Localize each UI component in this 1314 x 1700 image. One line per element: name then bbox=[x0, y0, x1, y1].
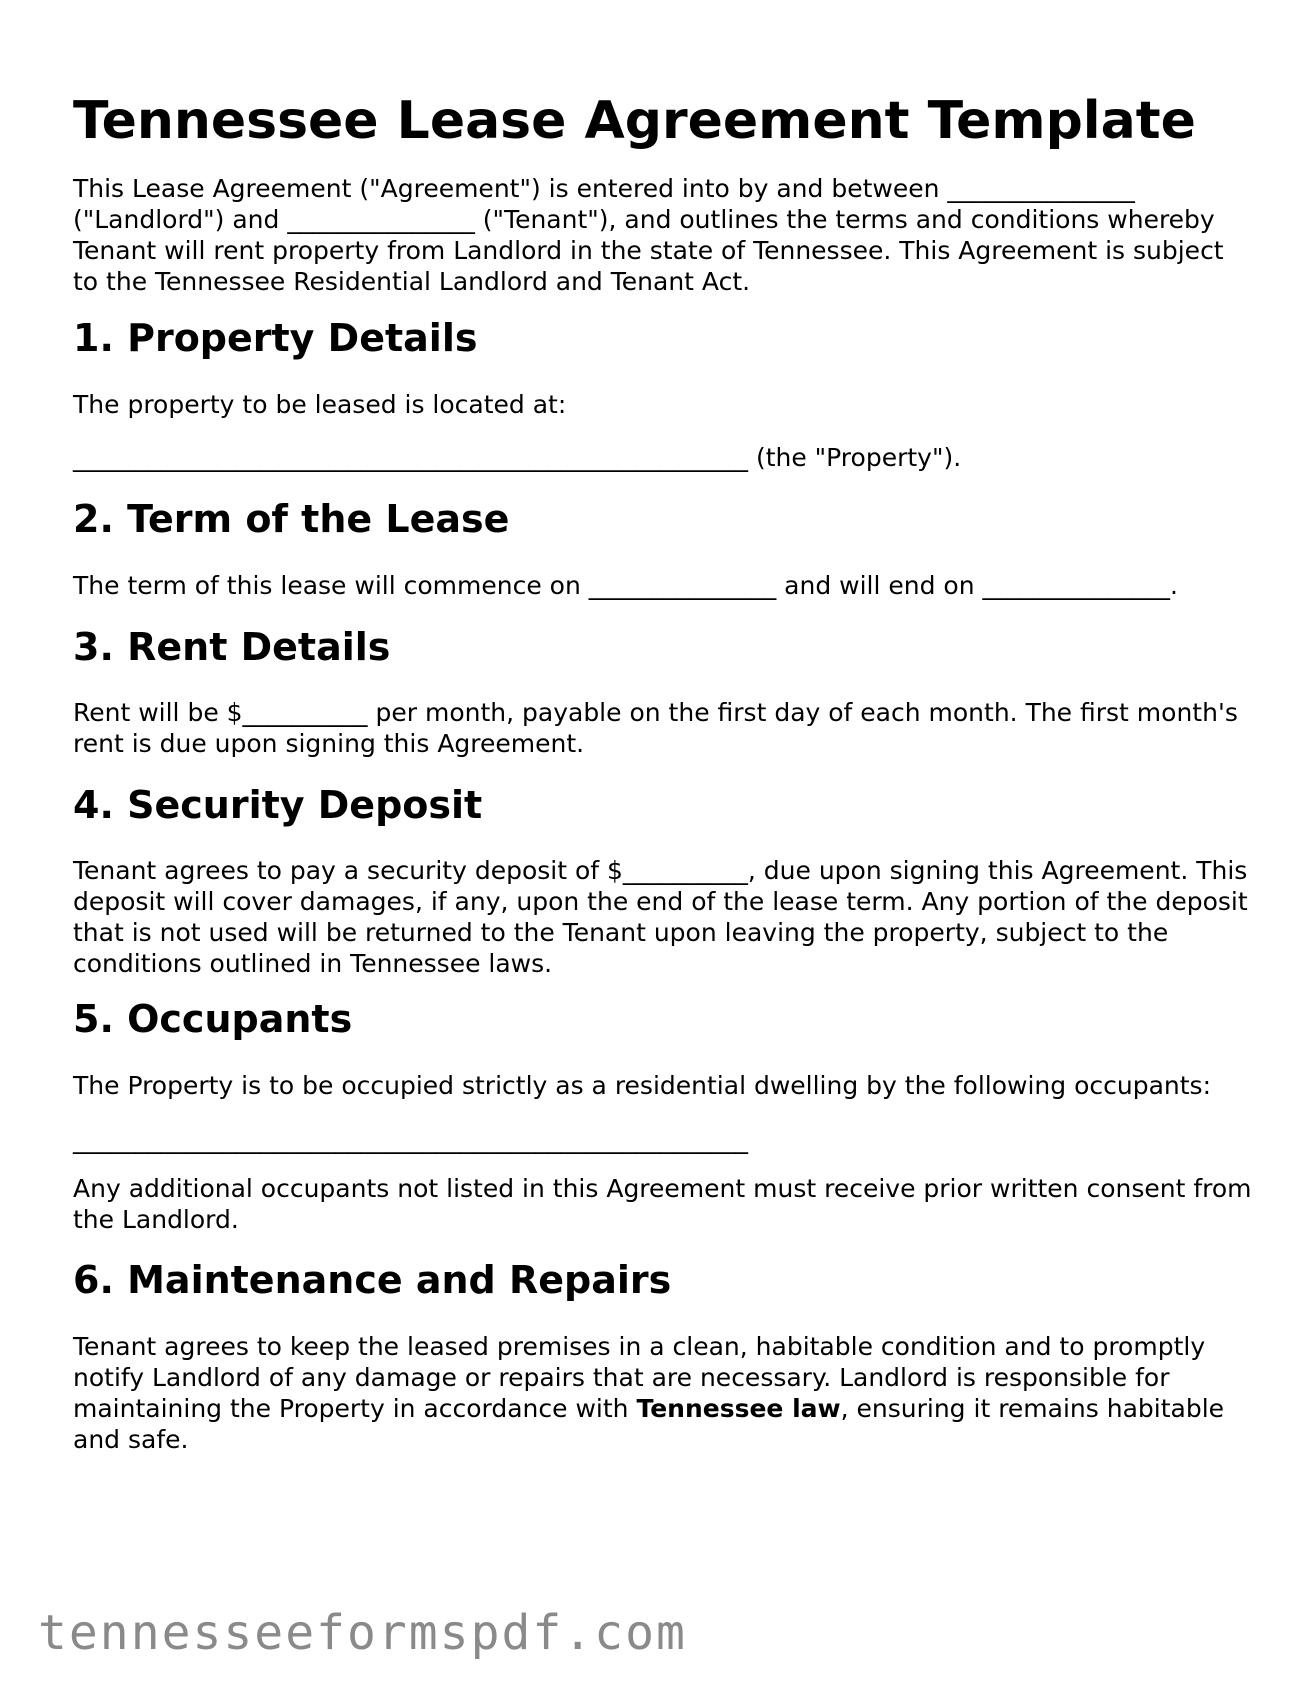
section-heading-security-deposit: 4. Security Deposit bbox=[73, 783, 483, 827]
occupants-blank: ______________________________________________________ bbox=[73, 1125, 748, 1154]
maintenance-text bbox=[73, 1331, 1253, 1455]
section-heading-occupants: 5. Occupants bbox=[73, 997, 353, 1041]
security-deposit-text: Tenant agrees to pay a security deposit of $__________, due upon signing this Agreement. This deposit will cover damages, if any, upon the end of the lease term. Any portion of the deposit that is not used will be returned to the Tenant upon leaving the property, subject to the conditions outlined in Tennessee laws. bbox=[73, 856, 1248, 978]
section-heading-property-details: 1. Property Details bbox=[73, 316, 478, 360]
watermark-text: tennesseeformspdf.com bbox=[38, 1605, 687, 1661]
section-heading-maintenance-repairs: 6. Maintenance and Repairs bbox=[73, 1258, 672, 1302]
intro-paragraph: This Lease Agreement ("Agreement") is entered into by and between _______________ ("Landlord") and _______________ ("Tenant"), and outlines the terms and conditions whereby Tenant will rent property from Landlord in the state of Tennessee. This Agreement is subject to the Tennessee Residential Landlord and Tenant Act. bbox=[73, 174, 1224, 296]
maintenance-text-end: , ensuring it remains habitable and safe. bbox=[73, 1394, 1225, 1454]
section-heading-rent-details: 3. Rent Details bbox=[73, 625, 391, 669]
property-address-blank: ______________________________________________________ (the "Property"). bbox=[73, 443, 962, 472]
additional-occupants-text: Any additional occupants not listed in this Agreement must receive prior written consent from the Landlord. bbox=[73, 1174, 1252, 1234]
document-title: Tennessee Lease Agreement Template bbox=[73, 91, 1196, 151]
maintenance-text-start: Tenant agrees to keep the leased premises in a clean, habitable condition and to promptly notify Landlord of any damage or repairs that are necessary. Landlord is responsible for maintaining the Property in accordance with bbox=[73, 1332, 1206, 1423]
maintenance-text-bold: Tennessee law bbox=[636, 1394, 841, 1423]
section-heading-term-of-lease: 2. Term of the Lease bbox=[73, 497, 510, 541]
occupants-text: The Property is to be occupied strictly as a residential dwelling by the following occupants: bbox=[73, 1071, 1211, 1100]
property-location-text: The property to be leased is located at: bbox=[73, 390, 567, 419]
lease-term-text: The term of this lease will commence on _______________ and will end on _______________. bbox=[73, 571, 1178, 600]
rent-details-text: Rent will be $__________ per month, payable on the first day of each month. The first month's rent is due upon signing this Agreement. bbox=[73, 698, 1238, 758]
